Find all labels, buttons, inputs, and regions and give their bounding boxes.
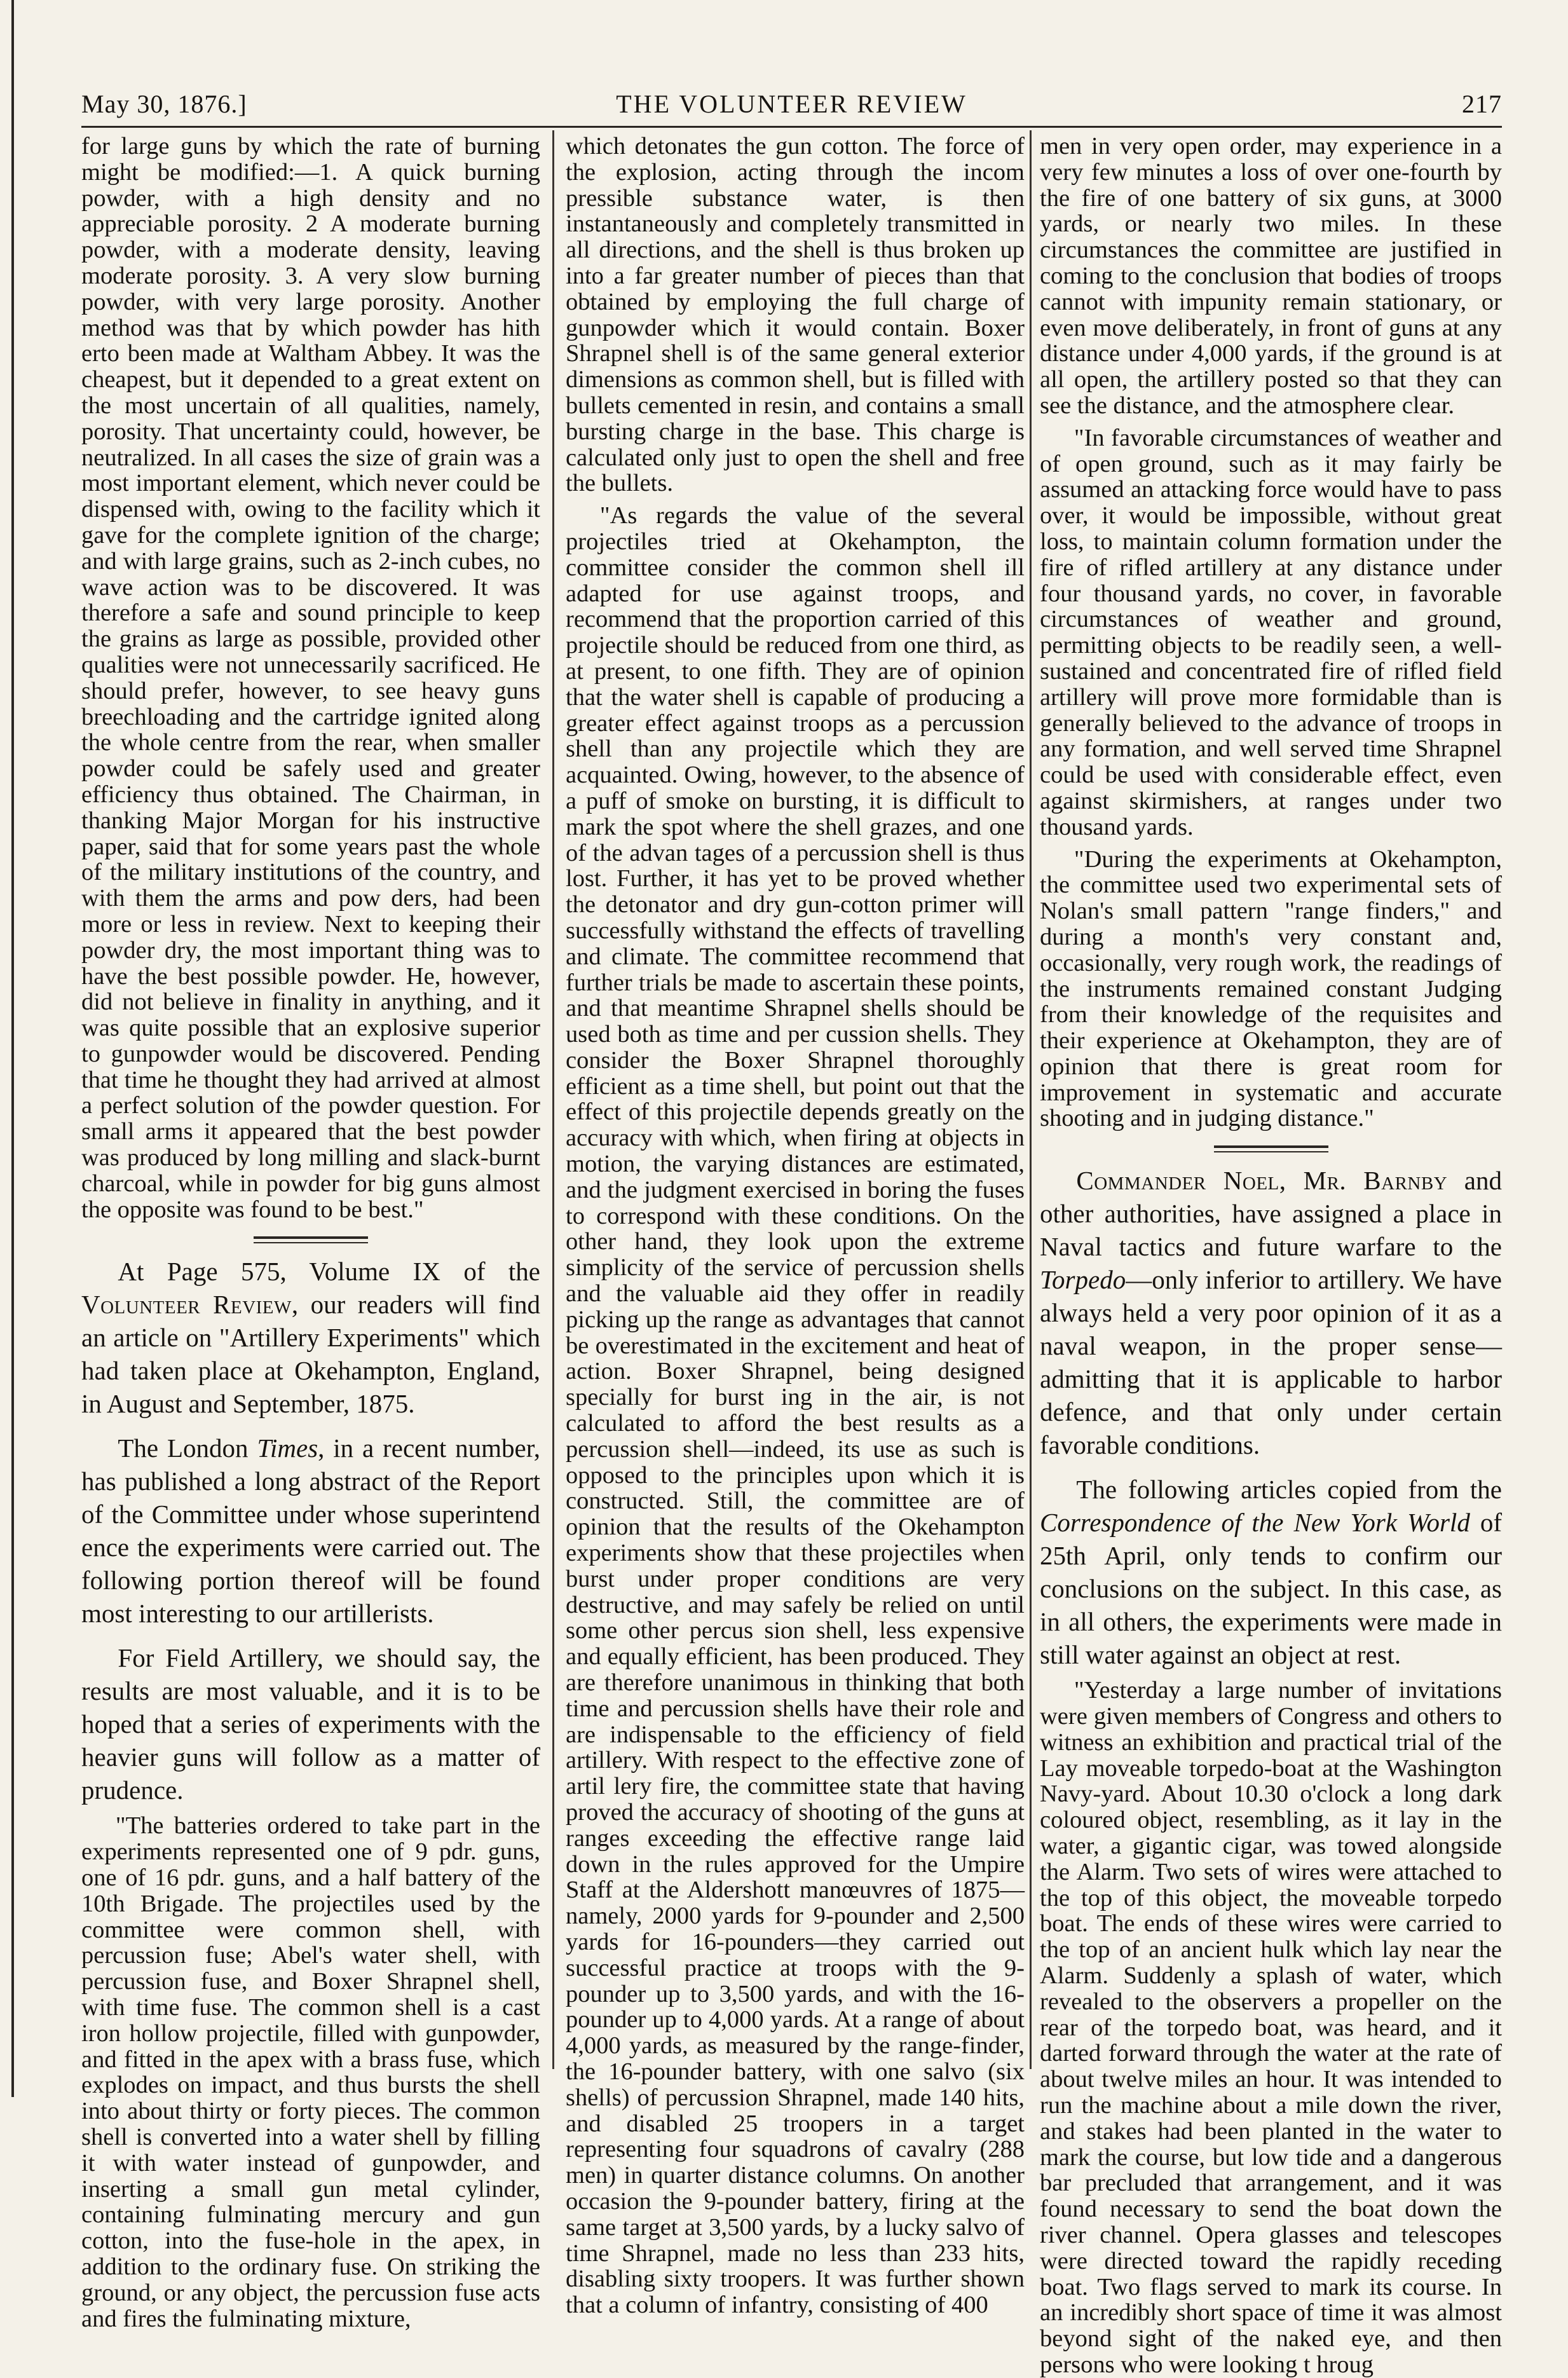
paragraph: At Page 575, Volume IX of the Volunteer Review, our readers will find an article on "Artillery Experiments" which had taken place at Okehampton, England, in August and September, 1875. — [81, 1257, 540, 1419]
section-separator — [1214, 1145, 1328, 1152]
publication-title: THE VOLUNTEER REVIEW — [616, 90, 967, 118]
paragraph: men in very open order, may experience in a very few minutes a loss of over one-fourth by the fire of one battery of six guns, at 3000 yards, or nearly two miles. In these circumstances the committee are justified in coming to the conclusion that bodies of troops cannot with impunity remain stationary, or even move deliberately, in front of guns at any distance under 4,000 yards, if the ground is at all open, the artillery posted so that they can see the distance, and the atmosphere clear. — [1040, 133, 1502, 419]
issue-date: May 30, 1876.] — [81, 90, 247, 118]
paragraph: Commander Noel, Mr. Barnby and other authorities, have assigned a place in Naval tactics and future warfare to the Torpedo—only inferior to artillery. We have always held a very poor opinion of it as a naval weapon, in the proper sense—admitting that it is applicable to harbor defence, and that only under certain favorable conditions. — [1040, 1166, 1502, 1460]
paragraph: "In favorable circumstances of weather and of open ground, such as it may fairly be assumed an attacking force would have to pass over, it would be impossible, without great loss, to maintain column formation under the fire of rifled artillery at any distance under four thousand yards, no cover, in favorable circumstances of weather and ground, permitting objects to be readily seen, a well-sustained and concentrated fire of rifled field artillery will prove more formidable than is generally believed to the advance of troops in any formation, and well served time Shrapnel could be used with considerable effect, even against skirmishers, at ranges under two thousand yards. — [1040, 424, 1502, 840]
column-divider — [552, 130, 554, 2069]
paragraph: "The batteries ordered to take part in the experiments represented one of 9 pdr. guns, one of 16 pdr. guns, and a half battery of the 10th Brigade. The projectiles used by the committee were common shell, with percussion fuse; Abel's water shell, with percussion fuse, and Boxer Shrapnel shell, with time fuse. The common shell is a cast iron hollow projectile, filled with gunpowder, and fitted in the apex with a brass fuse, which explodes on impact, and thus bursts the shell into about thirty or forty pieces. The common shell is converted into a water shell by filling it with water instead of gunpowder, and inserting a small gun metal cylinder, containing fulminating mercury and gun cotton, into the fuse-hole in the apex, in addition to the ordinary fuse. On striking the ground, or any object, the percussion fuse acts and fires the fulminating mixture, — [81, 1812, 540, 2332]
paragraph: The London Times, in a recent number, has published a long abstract of the Report of the Committee under whose superintend ence the experiments were carried out. The following portion thereof will be found most interesting to our artillerists. — [81, 1433, 541, 1629]
paragraph: "As regards the value of the several projectiles tried at Okehampton, the committee consider the common shell ill adapted for use against troops, and recommend that the proportion carried of this projectile should be reduced from one third, as at present, to one fifth. They are of opinion that the water shell is capable of producing a greater effect against troops as a percussion shell than any projectile which they are acquainted. Owing, however, to the absence of a puff of smoke on bursting, it is difficult to mark the spot where the shell grazes, and one of the advan tages of a percussion shell is thus lost. Further, it has yet to be proved whether the detonator and dry gun-cotton primer will successfully withstand the effects of travelling and climate. The committee recommend that further trials be made to ascertain these points, and that meantime Shrapnel shells should be used both as time and per cussion shells. They consider the Boxer Shrapnel thoroughly efficient as a time shell, but point out that the effect of this projectile depends greatly on the accuracy with which, when firing at objects in motion, the varying distances are estimated, and the judgment exercised in boring the fuses to correspond with these conditions. On the other hand, they look upon the extreme simplicity of the service of percussion shells and the valuable aid they offer in readily picking up the range as advantages that cannot be overestimated in the excitement and heat of action. Boxer Shrapnel, being designed specially for burst ing in the air, is not calculated to afford the best results as a percussion shell—indeed, its use as such is opposed to the principles upon which it is constructed. Still, the committee are of opinion that the results of the Okehampton experiments show that these projectiles when burst under proper conditions are very destructive, and may safely be relied on until some other percus sion shell, less expensive and equally efficient, has been produced. They are therefore unanimous in thinking that both time and percussion shells have their role and are indispensable to the efficiency of field artillery. With respect to the effective zone of artil lery fire, the committee state that having proved the accuracy of shooting of the guns at ranges exceeding the effective range laid down in the rules approved for the Umpire Staff at the Aldershott manœuvres of 1875—namely, 2000 yards for 9-pounder and 2,500 yards for 16-pounders—they carried out successful practice at troops with the 9-pounder up to 3,500 yards, and with the 16-pounder up to 4,000 yards. At a range of about 4,000 yards, as measured by the range-finder, the 16-pounder battery, with one salvo (six shells) of percussion Shrapnel, made 140 hits, and disabled 25 troopers in a target representing four squadrons of cavalry (288 men) in quarter distance columns. On another occasion the 9-pounder battery, firing at the same target at 3,500 yards, by a lucky salvo of time Shrapnel, made no less than 233 hits, disabling sixty troopers. It was further shown that a column of infantry, consisting of 400 — [566, 502, 1025, 2319]
column-3 — [1040, 133, 1502, 2378]
page-edge-rule — [11, 0, 14, 2097]
paragraph: For Field Artillery, we should say, the results are most valuable, and it is to be hoped that a series of experiments with the heavier guns will follow as a matter of prudence. — [81, 1643, 540, 1805]
section-separator — [254, 1236, 368, 1243]
header-divider — [81, 126, 1502, 128]
column-divider — [1030, 130, 1032, 2069]
column-1 — [81, 133, 541, 2332]
column-2 — [566, 133, 1025, 2319]
page-header — [81, 89, 1502, 120]
page-number: 217 — [1462, 90, 1502, 118]
paragraph: "Yesterday a large number of invitations were given members of Congress and others to witness an exhibition and practical trial of the Lay moveable torpedo-boat at the Washington Navy-yard. About 10.30 o'clock a long dark coloured object, resembling, as it lay in the water, a gigantic cigar, was towed alongside the Alarm. Two sets of wires were attached to the top of this object, the moveable torpedo boat. The ends of these wires were carried to the top of an ancient hulk which lay near the Alarm. Suddenly a splash of water, which revealed to the observers a propeller on the rear of the torpedo boat, was heard, and it darted forward through the water at the rate of about twelve miles an hour. It was intended to run the machine about a mile down the river, and stakes had been planted in the water to mark the course, but low tide and a dangerous bar precluded that arrangement, and it was found necessary to send the boat down the river channel. Opera glasses and telescopes were directed toward the rapidly receding boat. Two flags served to mark its course. In an incredibly short space of time it was almost beyond sight of the naked eye, and then persons who were looking t hroug — [1040, 1677, 1502, 2378]
paragraph: "During the experiments at Okehampton, the committee used two experimental sets of Nolan's small pattern "range finders," and during a month's very constant and, occasionally, very rough work, the readings of the instruments remained constant Judging from their knowledge of the requisites and their experience at Okehampton, they are of opinion that there is great room for improvement in systematic and accurate shooting and in judging distance." — [1040, 845, 1502, 1132]
paragraph: for large guns by which the rate of burning might be modified:—1. A quick burning powder, with a high density and no appreciable porosity. 2 A moderate burning powder, with a moderate density, leaving moderate porosity. 3. A very slow burning powder, with very large porosity. Another method was that by which powder has hith erto been made at Waltham Abbey. It was the cheapest, but it depended to a great extent on the most uncertain of all qualities, namely, porosity. That uncertainty could, however, be neutralized. In all cases the size of grain was a most important element, which never could be dispensed with, owing to the facility which it gave for the complete ignition of the charge; and with large grains, such as 2-inch cubes, no wave action was to be discovered. It was therefore a safe and sound principle to keep the grains as large as possible, provided other qualities were not unnecessarily sacrificed. He should prefer, however, to see heavy guns breechloading and the cartridge ignited along the whole centre from the rear, when smaller powder could be safely used and greater efficiency thus obtained. The Chairman, in thanking Major Morgan for his instructive paper, said that for some years past the whole of the military institutions of the country, and with them the arms and pow ders, had been more or less in review. Next to keeping their powder dry, the most important thing was to have the best possible powder. He, however, did not believe in finality in anything, and it was quite possible that an explosive superior to gunpowder would be discovered. Pending that time he thought they had arrived at almost a perfect solution of the powder question. For small arms it appeared that the best powder was produced by long milling and slack-burnt charcoal, while in powder for big guns almost the opposite was found to be best." — [81, 133, 540, 1223]
paragraph: The following articles copied from the Correspondence of the New York World of 25th April, only tends to confirm our conclusions on the subject. In this case, as in all others, the experiments were made in still water against an object at rest. — [1040, 1475, 1502, 1670]
paragraph: which detonates the gun cotton. The force of the explosion, acting through the incom pressible substance water, is then instantaneously and completely transmitted in all directions, and the shell is thus broken up into a far greater number of pieces than that obtained by employing the full charge of gunpowder which it would contain. Boxer Shrapnel shell is of the same general exterior dimensions as common shell, but is filled with bullets cemented in resin, and contains a small bursting charge in the base. This charge is calculated only just to open the shell and free the bullets. — [566, 133, 1025, 497]
